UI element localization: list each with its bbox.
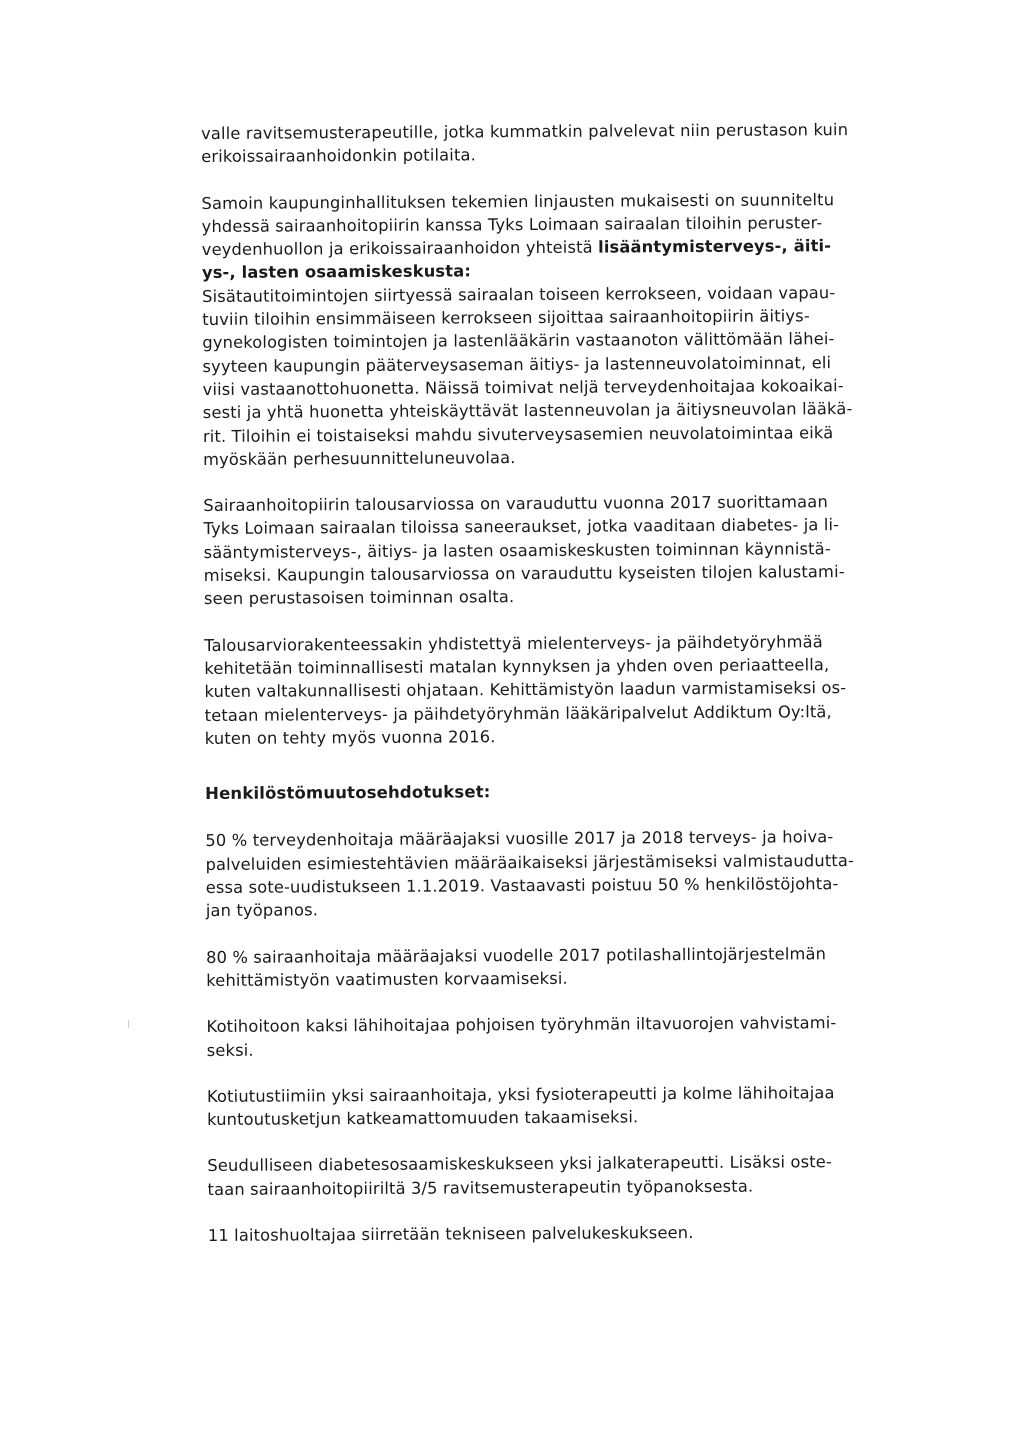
text-line: Talousarviorakenteessakin yhdistettyä mielenterveys- ja päihdetyöryhmää [204, 631, 823, 655]
text-line: viisi vastaanottohuonetta. Näissä toimivat neljä terveydenhoitajaa kokoaikai- [202, 376, 844, 399]
text-line: Kotihoitoon kaksi lähihoitajaa pohjoisen työryhmän iltavuorojen vahvistami- [206, 1013, 837, 1037]
text-line: Sairaanhoitopiirin talousarviossa on varauduttu vuonna 2017 suorittamaan [203, 492, 828, 516]
text-line: gynekologisten toimintojen ja lastenlääkärin vastaanoton välittömään lähei- [202, 329, 835, 353]
text-line: syyteen kaupungin pääterveysaseman äitiys- ja lastenneuvolatoiminnat, eli [202, 352, 832, 376]
text-line: seksi. [206, 1040, 254, 1060]
text-line: miseksi. Kaupungin talousarviossa on varauduttu kyseisten tilojen kalustami- [203, 562, 845, 586]
text-line: Samoin kaupunginhallituksen tekemien linjausten mukaisesti on suunniteltu [201, 189, 835, 213]
text-line: kuten valtakunnallisesti ohjataan. Kehittämistyön laadun varmistamiseksi os- [204, 678, 847, 702]
paragraph-budget [203, 490, 964, 611]
scan-mark [128, 1020, 129, 1028]
text-line: rit. Tiloihin ei toistaiseksi mahdu sivuterveysasemien neuvolatoimintaa eikä [202, 422, 834, 446]
paragraph-competence-center [201, 187, 963, 471]
text-line: tetaan mielenterveys- ja päihdetyöryhmän lääkäripalvelut Addiktum Oy:ltä, [204, 701, 832, 725]
text-fragment: veydenhuollon ja erikoissairaanhoidon yhteistä [201, 237, 599, 260]
text-line: myöskään perhesuunnitteluneuvolaa. [203, 447, 516, 469]
text-line: Sisätautitoimintojen siirtyessä sairaalan toiseen kerrokseen, voidaan vapau- [202, 282, 836, 306]
section-heading: Henkilöstömuutosehdotukset: [205, 782, 491, 804]
text-line: Kotiutustiimiin yksi sairaanhoitaja, yksi fysioterapeutti ja kolme lähihoitajaa [206, 1082, 835, 1106]
text-line: sääntymisterveys-, äitiys- ja lasten osaamiskeskusten toiminnan käynnistä- [203, 538, 831, 562]
text-line: Seudulliseen diabetesosaamiskeskukseen yksi jalkaterapeutti. Lisäksi oste- [207, 1152, 832, 1176]
text-line: taan sairaanhoitopiiriltä 3/5 ravitsemusterapeutin työpanoksesta. [207, 1176, 754, 1199]
text-line: kuntoutusketjun katkeamattomuuden takaamiseksi. [207, 1107, 639, 1130]
text-line: palveluiden esimiestehtävien määräaikaiseksi järjestämiseksi valmistaudutta- [205, 850, 855, 874]
proposal-home-care [206, 1011, 966, 1062]
text-line: 11 laitoshuoltajaa siirretään tekniseen palvelukeskukseen. [207, 1222, 694, 1245]
text-line: erikoissairaanhoidonkin potilaita. [201, 145, 476, 167]
text-line: kuten on tehty myös vuonna 2016. [204, 727, 496, 748]
text-line: jan työpanos. [205, 900, 319, 921]
text-line: kehitetään toiminnallisesti matalan kynnyksen ja yhden oven periaatteella, [204, 655, 830, 678]
text-line: essa sote-uudistukseen 1.1.2019. Vastaavasti poistuu 50 % henkilöstöjohta- [205, 874, 839, 898]
proposal-discharge-team [207, 1080, 967, 1131]
proposal-nurse [206, 941, 966, 992]
text-line: tuviin tiloihin ensimmäiseen kerrokseen sijoittaa sairaanhoitopiirin äitiys- [202, 306, 810, 330]
bold-line: ys-, lasten osaamiskeskusta: [201, 261, 472, 283]
bold-fragment: lisääntymisterveys-, äiti- [597, 236, 832, 257]
text-line: valle ravitsemusterapeutille, jotka kummatkin palvelevat niin perustason kuin [201, 120, 849, 143]
text-line: kehittämistyön vaatimusten korvaamiseksi. [206, 968, 568, 990]
text-line: seen perustasoisen toiminnan osalta. [203, 587, 515, 609]
proposal-public-health-nurse [205, 825, 966, 923]
text-line: sesti ja yhtä huonetta yhteiskäyttävät lastenneuvolan ja äitiysneuvolan lääkä- [202, 399, 853, 423]
text-line: Tyks Loimaan sairaalan tiloissa saneeraukset, jotka vaaditaan diabetes- ja li- [203, 515, 840, 539]
paragraph-mental-health [204, 629, 965, 750]
proposal-diabetes-center [207, 1150, 967, 1201]
proposal-cleaners [208, 1219, 968, 1247]
text-line: 50 % terveydenhoitaja määräajaksi vuosille 2017 ja 2018 terveys- ja hoiva- [205, 827, 834, 851]
text-line: yhdessä sairaanhoitopiirin kanssa Tyks Loimaan sairaalan tiloihin peruster- [201, 213, 823, 236]
paragraph-nutrition [201, 117, 961, 168]
document-body [201, 117, 968, 1270]
text-line: 80 % sairaanhoitaja määräajaksi vuodelle 2017 potilashallintojärjestelmän [206, 943, 827, 967]
